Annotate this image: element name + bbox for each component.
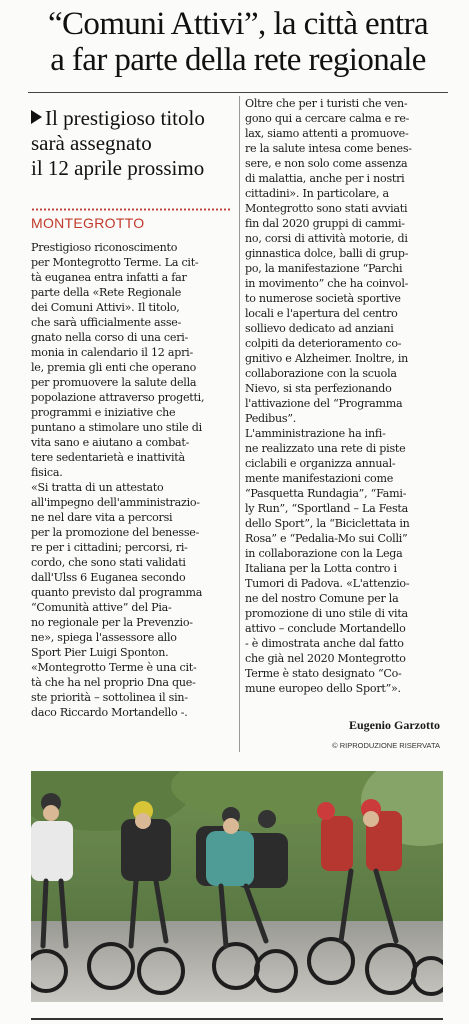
article-line: monia in calendario il 12 apri- [31, 346, 193, 359]
article-line: cordo, che sono stati validati [31, 556, 186, 569]
article-line: gnato nella corso di una ceri- [31, 331, 189, 344]
article-line: re per i cittadini; percorsi, ri- [31, 541, 188, 554]
article-line: Terme è stato designato “Co- [245, 667, 402, 680]
article-line: quanto previsto dal programma [31, 586, 203, 599]
article-line: tà che ha nel proprio Dna que- [31, 676, 196, 689]
article-line: “Pasquetta Rundagia”, “Fami- [245, 487, 407, 500]
copyright-notice: © RIPRODUZIONE RISERVATA [332, 741, 440, 750]
article-line: attivo – conclude Mortandello [245, 622, 406, 635]
section-dotted-rule [31, 208, 231, 211]
subheadline-line-2: sarà assegnato [31, 131, 152, 155]
article-line: sollievo dedicato ad anziani [245, 322, 394, 335]
article-column-2 [245, 96, 443, 696]
article-line: per la promozione del benesse- [31, 526, 200, 539]
article-line: Nievo, si sta perfezionando [245, 382, 392, 395]
triangle-bullet-icon [31, 110, 42, 124]
column-divider [239, 96, 240, 752]
article-line: Montegrotto sono stati avviati [245, 202, 408, 215]
headline-line-2: a far parte della rete regionale [50, 42, 426, 78]
article-line: Oltre che per i turisti che ven- [245, 97, 408, 110]
article-line: sere, e non solo come assenza [245, 157, 408, 170]
byline: Eugenio Garzotto [349, 718, 440, 732]
article-line: «Montegrotto Terme è una cit- [31, 661, 197, 674]
article-line: ste priorità – sottolinea il sin- [31, 691, 188, 704]
headline-line-1: “Comuni Attivi”, la città entra [47, 6, 429, 42]
article-line: le, premia gli enti che operano [31, 361, 197, 374]
article-line: ciclabili e organizza annual- [245, 457, 396, 470]
article-line: “Comunità attive” del Pia- [31, 601, 172, 614]
article-line: po, la manifestazione “Parchi [245, 262, 403, 275]
headline [28, 6, 448, 78]
cyclists-photo [31, 771, 443, 1002]
bottom-divider [31, 1018, 443, 1020]
article-line: tere sedentarietà e inattività [31, 451, 185, 464]
article-line: colpiti da deterioramento co- [245, 337, 402, 350]
article-line: per promuovere la salute della [31, 376, 197, 389]
article-line: dall'Ulss 6 Euganea secondo [31, 571, 186, 584]
article-line: ly Run”, “Sportland – La Festa [245, 502, 408, 515]
article-line: no, corsi di attività motorie, di [245, 232, 408, 245]
article-line: in movimento” che ha coinvol- [245, 277, 409, 290]
article-line: ne del nostro Comune per la [245, 592, 399, 605]
article-line: in collaborazione con la Lega [245, 547, 403, 560]
article-line: «Si tratta di un attestato [31, 481, 164, 494]
article-line: gono qui a cercare calma e re- [245, 112, 410, 125]
article-column-1 [31, 240, 234, 720]
article-line: L'amministrazione ha infi- [245, 427, 386, 440]
article-line: no regionale per la Prevenzio- [31, 616, 193, 629]
article-line: dei Comuni Attivi». Il titolo, [31, 301, 180, 314]
headline-divider [28, 92, 448, 93]
article-line: puntano a stimolare uno stile di [31, 421, 202, 434]
article-line: ne realizzato una rete di piste [245, 442, 406, 455]
article-line: popolazione attraverso progetti, [31, 391, 205, 404]
article-line: collaborazione con la scuola [245, 367, 397, 380]
article-line: ne», spiega l'assessore allo [31, 631, 177, 644]
article-line: fisica. [31, 466, 63, 479]
article-line: gnitivo e Alzheimer. Inoltre, in [245, 352, 409, 365]
article-line: re la salute intesa come benes- [245, 142, 412, 155]
article-line: di malattia, anche per i nostri [245, 172, 405, 185]
article-line: vita sano e aiutano a combat- [31, 436, 190, 449]
article-line: promozione di uno stile di vita [245, 607, 408, 620]
subheadline [31, 106, 231, 181]
article-line: locali e l'apertura del centro [245, 307, 398, 320]
article-line: dello Sport”, la “Biciclettata in [245, 517, 410, 530]
article-line: per Montegrotto Terme. La cit- [31, 256, 199, 269]
article-line: Italiana per la Lotta contro i [245, 562, 397, 575]
subheadline-line-3: il 12 aprile prossimo [31, 156, 205, 180]
article-line: fin dal 2020 gruppi di cammi- [245, 217, 405, 230]
article-line: cittadini». In particolare, a [245, 187, 389, 200]
article-line: mune europeo dello Sport”». [245, 682, 401, 695]
article-line: ne nel dare vita a percorsi [31, 511, 173, 524]
article-line: Sport Pier Luigi Sponton. [31, 646, 169, 659]
section-label: MONTEGROTTO [31, 215, 145, 231]
article-line: l'attivazione del “Programma [245, 397, 403, 410]
article-line: to numerose società sportive [245, 292, 401, 305]
article-line: programmi e iniziative che [31, 406, 176, 419]
article-line: daco Riccardo Mortandello -. [31, 706, 188, 719]
subheadline-line-1: Il prestigioso titolo [45, 106, 205, 130]
article-line: Tumori di Padova. «L'attenzio- [245, 577, 410, 590]
article-line: tà euganea entra infatti a far [31, 271, 187, 284]
article-line: lax, siamo attenti a promuove- [245, 127, 409, 140]
article-line: Pedibus”. [245, 412, 297, 425]
article-line: all'impegno dell'amministrazio- [31, 496, 200, 509]
article-line: - è dimostrata anche dal fatto [245, 637, 404, 650]
article-line: che già nel 2020 Montegrotto [245, 652, 406, 665]
article-line: parte della «Rete Regionale [31, 286, 182, 299]
article-line: mente manifestazioni come [245, 472, 394, 485]
article-line: Rosa” e “Pedalia-Mo sui Colli” [245, 532, 408, 545]
article-line: ginnastica dolce, balli di grup- [245, 247, 409, 260]
article-line: Prestigioso riconoscimento [31, 241, 178, 254]
article-line: che sarà ufficialmente asse- [31, 316, 182, 329]
